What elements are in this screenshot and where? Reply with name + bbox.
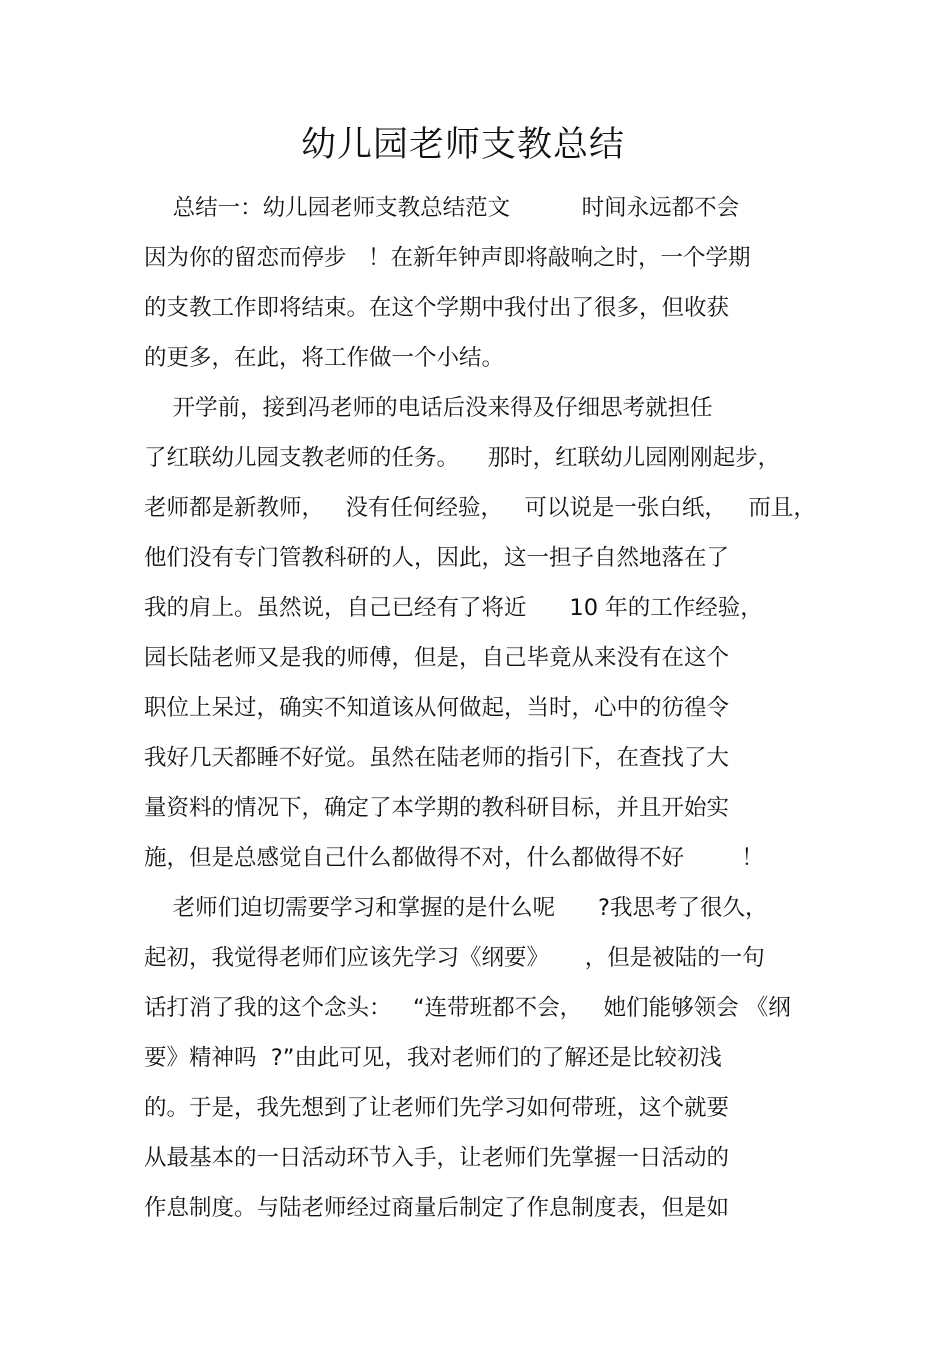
body-line: 的。于是，我先想到了让老师们先学习如何带班，这个就要 [144,1095,730,1121]
body-line: 老师们迫切需要学习和掌握的是什么呢 ?我思考了很久， [144,895,768,921]
body-line: 施，但是总感觉自己什么都做得不对，什么都做得不好 ！ [144,845,764,871]
body-line: 我好几天都睡不好觉。虽然在陆老师的指引下，在查找了大 [144,745,730,771]
body-line: 开学前，接到冯老师的电话后没来得及仔细思考就担任 [144,395,713,421]
body-line: 了红联幼儿园支教老师的任务。 那时，红联幼儿园刚刚起步， [144,445,781,471]
body-line: 总结一：幼儿园老师支教总结范文 时间永远都不会 [144,195,740,221]
body-line: 我的肩上。虽然说，自己已经有了将近 10 年的工作经验， [144,595,763,621]
body-line: 老师都是新教师， 没有任何经验， 可以说是一张白纸， 而且， [144,495,816,521]
body-line: 量资料的情况下，确定了本学期的教科研目标，并且开始实 [144,795,730,821]
document-body [144,190,824,1240]
body-line: 作息制度。与陆老师经过商量后制定了作息制度表，但是如 [144,1195,730,1221]
body-line: 起初，我觉得老师们应该先学习《纲要》 ，但是被陆的一句 [144,945,765,971]
body-line: 职位上呆过，确实不知道该从何做起，当时，心中的彷徨令 [144,695,730,721]
document-title: 幼儿园老师支教总结 [300,125,625,165]
body-line: 因为你的留恋而停步 ！在新年钟声即将敲响之时，一个学期 [144,245,751,271]
body-line: 的更多，在此，将工作做一个小结。 [144,345,505,371]
body-line: 园长陆老师又是我的师傅，但是，自己毕竟从来没有在这个 [144,645,730,671]
body-line: 话打消了我的这个念头： “连带班都不会， 她们能够领会 《纲 [144,995,791,1021]
body-line: 的支教工作即将结束。在这个学期中我付出了很多，但收获 [144,295,730,321]
body-line: 要》精神吗 ?”由此可见，我对老师们的了解还是比较初浅 [144,1045,722,1071]
body-line: 从最基本的一日活动环节入手，让老师们先掌握一日活动的 [144,1145,730,1171]
body-line: 他们没有专门管教科研的人，因此，这一担子自然地落在了 [144,545,730,571]
